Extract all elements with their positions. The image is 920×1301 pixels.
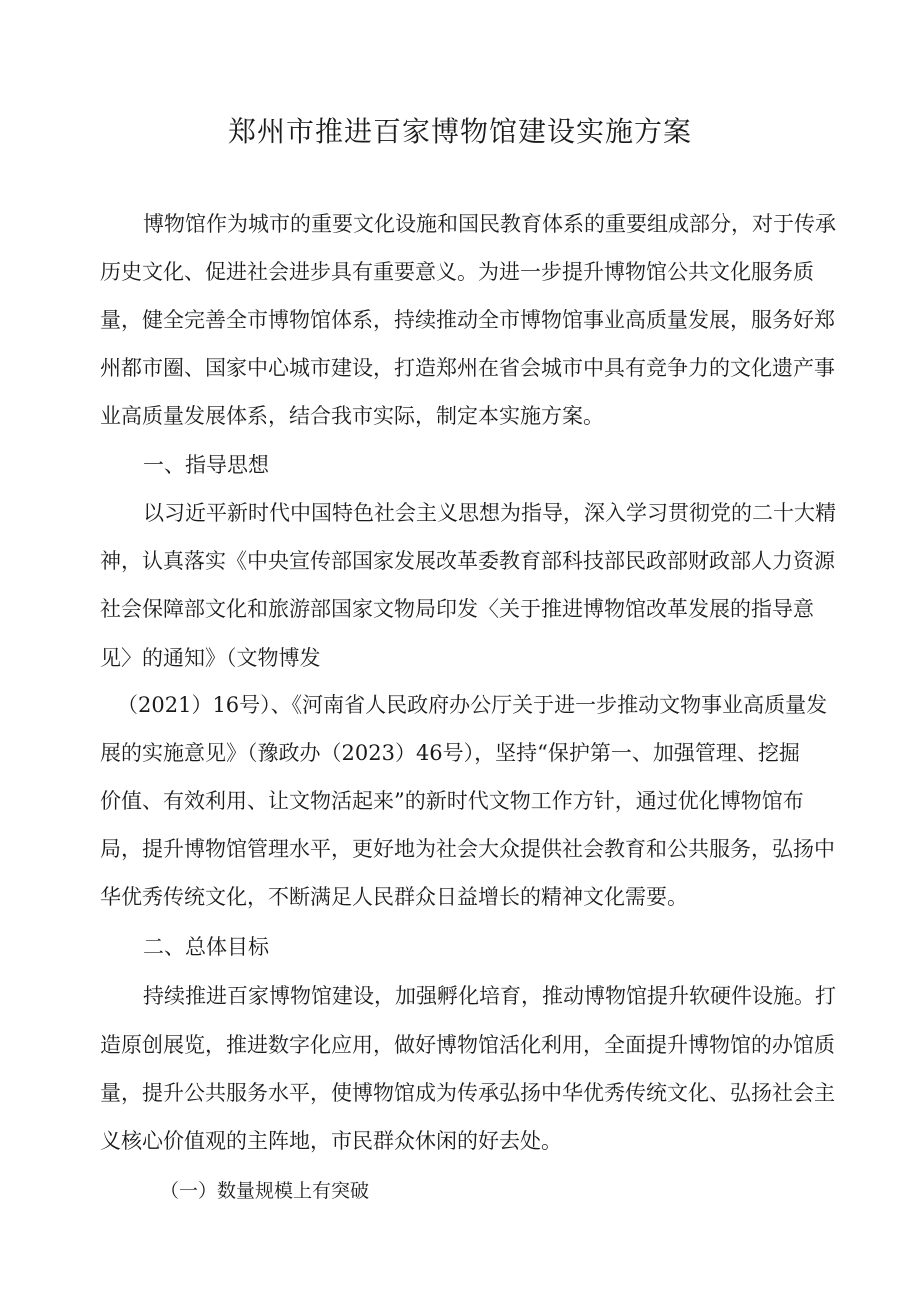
section1-line: 见〉的通知》（文物博发 bbox=[100, 646, 321, 670]
section2-line: 义核心价值观的主阵地，市民群众休闲的好去处。 bbox=[100, 1129, 562, 1153]
document-title: 郑州市推进百家博物馆建设实施方案 bbox=[227, 115, 692, 148]
section1-line: 局，提升博物馆管理水平，更好地为社会大众提供社会教育和公共服务，弘扬中 bbox=[100, 837, 835, 861]
section1-line: 价值、有效利用、让文物活起来”的新时代文物工作方针，通过优化博物馆布 bbox=[100, 789, 804, 813]
section1-line: 展的实施意见》（豫政办（2023）46号），坚持“保护第一、加强管理、挖掘 bbox=[100, 741, 800, 765]
section1-line: 社会保障部文化和旅游部国家文物局印发〈关于推进博物馆改革发展的指导意 bbox=[100, 597, 814, 621]
intro-line: 博物馆作为城市的重要文化设施和国民教育体系的重要组成部分，对于传承 bbox=[143, 212, 836, 236]
section1-line: （2021）16号）、《河南省人民政府办公厅关于进一步推动文物事业高质量发 bbox=[117, 693, 828, 717]
section1-line: 神，认真落实《中央宣传部国家发展改革委教育部科技部民政部财政部人力资源 bbox=[100, 549, 835, 573]
section-heading-overall-goals: 二、总体目标 bbox=[143, 935, 269, 959]
section1-line: 华优秀传统文化，不断满足人民群众日益增长的精神文化需要。 bbox=[100, 885, 688, 909]
section2-line: 持续推进百家博物馆建设，加强孵化培育，推动博物馆提升软硬件设施。打 bbox=[143, 984, 836, 1008]
intro-line: 历史文化、促进社会进步具有重要意义。为进一步提升博物馆公共文化服务质 bbox=[100, 260, 814, 284]
section-heading-guiding-ideology: 一、指导思想 bbox=[143, 453, 269, 477]
intro-line: 量，健全完善全市博物馆体系，持续推动全市博物馆事业高质量发展，服务好郑 bbox=[100, 308, 835, 332]
section2-line: 量，提升公共服务水平，使博物馆成为传承弘扬中华优秀传统文化、弘扬社会主 bbox=[100, 1081, 835, 1105]
intro-line: 州都市圈、国家中心城市建设，打造郑州在省会城市中具有竞争力的文化遗产事 bbox=[100, 356, 835, 380]
section2-line: 造原创展览，推进数字化应用，做好博物馆活化利用，全面提升博物馆的办馆质 bbox=[100, 1033, 835, 1057]
intro-line: 业高质量发展体系，结合我市实际，制定本实施方案。 bbox=[100, 404, 604, 428]
subsection-heading-quantity-scale: （一）数量规模上有突破 bbox=[160, 1180, 370, 1202]
section1-line: 以习近平新时代中国特色社会主义思想为指导，深入学习贯彻党的二十大精 bbox=[143, 501, 836, 525]
